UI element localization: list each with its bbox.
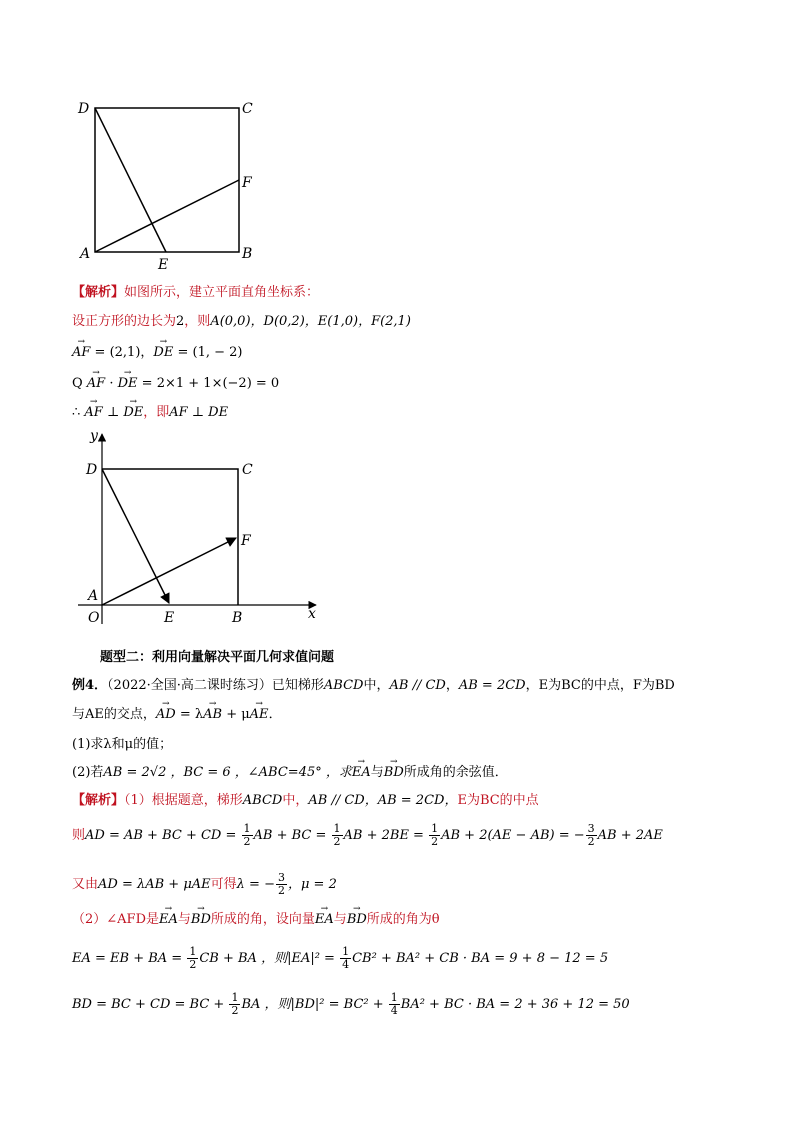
- vector-AD: → AD: [156, 706, 176, 724]
- example-abcd: ABCD: [323, 678, 364, 693]
- vector-BD: → BD: [384, 764, 404, 782]
- p5-a: EA = EB + BA =: [72, 951, 187, 966]
- label-y: y: [90, 428, 98, 444]
- vector-DE-value: = (1, − 2): [173, 345, 243, 360]
- p3-mu: ，μ = 2: [287, 877, 337, 892]
- solution2-tag: 【解析】: [72, 793, 125, 808]
- solution1-conclusion: [72, 404, 228, 422]
- label-x: x: [308, 606, 316, 622]
- since-symbol: Q: [72, 376, 87, 391]
- frac-num: 1: [431, 822, 439, 835]
- p1-abcd: ABCD: [242, 793, 283, 808]
- frac-num: 1: [390, 991, 398, 1004]
- frac-num: 1: [231, 991, 239, 1004]
- solution2-p3: [72, 872, 337, 897]
- vector-BD-2: → BD: [191, 911, 211, 929]
- frac-num: 3: [277, 871, 285, 884]
- q2-with: 与: [370, 765, 384, 780]
- q2-tail: 所成角的余弦值．: [403, 765, 508, 780]
- label-C: C: [242, 101, 253, 117]
- solution2-p5: [72, 946, 608, 971]
- example-cond1: AB // CD: [389, 678, 446, 693]
- conclusion-tail: ，即: [143, 405, 170, 420]
- p1-cond: AB // CD，AB = 2CD，: [308, 793, 458, 808]
- label-F2: F: [241, 533, 251, 549]
- segment-DE: [95, 108, 166, 252]
- example-cond2: AB = 2CD: [458, 678, 526, 693]
- vector-EA: → EA: [352, 764, 371, 782]
- square-outline: [95, 108, 239, 252]
- p2-expr-e: AB + 2AE: [597, 828, 663, 843]
- frac-den: 4: [390, 1004, 398, 1017]
- p6-b: BA ，则|BD|² = BC² +: [241, 997, 388, 1012]
- example-text4: 与AE的交点，: [72, 707, 156, 722]
- p1-mid: 中，: [282, 793, 309, 808]
- p4-tail: 所成的角为θ: [366, 912, 440, 927]
- vector-DE-3: → DE: [123, 404, 143, 422]
- figure-coordinate: [72, 428, 332, 630]
- vector-EA-3: → EA: [315, 911, 334, 929]
- solution2-p1: [72, 792, 539, 810]
- label-E2: E: [164, 610, 175, 626]
- solution2-p2: [72, 823, 663, 848]
- side-value: 2: [176, 314, 185, 329]
- segment-AF: [95, 180, 239, 252]
- example-text2: 中，: [363, 678, 390, 693]
- example-label: 例4．: [72, 678, 108, 693]
- coords: A(0,0)，D(0,2)，E(1,0)，F(2,1): [210, 314, 411, 329]
- q2-pre: (2)若: [72, 765, 104, 780]
- fraction-half-4: [187, 946, 198, 971]
- solution2-p6: [72, 992, 630, 1017]
- label-D2: D: [86, 462, 98, 478]
- p2-expr-c: AB + 2BE =: [343, 828, 429, 843]
- section-title: 题型二：利用向量解决平面几何求值问题: [100, 650, 335, 665]
- vector-AF-3: → AF: [84, 404, 102, 422]
- solution1-line1: [72, 313, 411, 331]
- p4-with-2: 与: [333, 912, 347, 927]
- frac-den: 2: [231, 1004, 239, 1017]
- frac-den: 2: [243, 835, 251, 848]
- p5-b: CB + BA ，则|EA|² =: [199, 951, 340, 966]
- vector-AB: → AB: [203, 706, 222, 724]
- example4-line2: [72, 706, 282, 724]
- p6-a: BD = BC + CD = BC +: [72, 997, 229, 1012]
- fraction-half-5: [229, 992, 240, 1017]
- frac-den: 2: [189, 958, 197, 971]
- p3-lambda: λ = −: [236, 877, 275, 892]
- question-2: [72, 764, 508, 782]
- p4-pre: （2）∠AFD是: [72, 912, 159, 927]
- frac-num: 1: [189, 945, 197, 958]
- fraction-quarter-1: [340, 946, 351, 971]
- conclusion-end: AF ⊥ DE: [169, 405, 229, 420]
- frac-den: 4: [342, 958, 350, 971]
- fraction-half-1: [242, 823, 253, 848]
- example4-line1: 例4．（2022·全国·高二课时练习）已知梯形ABCD中，AB // CD，AB = 2CD，E为BC的中点，F为BD: [72, 678, 675, 693]
- vector-AF-value: = (2,1): [90, 345, 141, 360]
- fraction-lambda: [276, 872, 287, 897]
- label-O: O: [88, 610, 100, 626]
- figure-square: [72, 95, 272, 273]
- q2-cond: AB = 2√2 ，BC = 6 ，∠ABC=45° ，求: [103, 765, 352, 780]
- side-text: 设正方形的边长为: [72, 314, 177, 329]
- label-B2: B: [232, 610, 243, 626]
- label-F: F: [242, 175, 252, 191]
- example-source: （2022·全国·高二课时练习）: [107, 678, 272, 693]
- vector-AF-arrow: [102, 538, 236, 605]
- therefore-symbol: ∴: [72, 405, 85, 420]
- eq-lambda: = λ: [175, 707, 204, 722]
- frac-num: 1: [243, 822, 251, 835]
- vector-AF: → AF: [72, 344, 90, 362]
- frac-num: 3: [587, 822, 595, 835]
- vector-AF-2: → AF: [87, 375, 105, 393]
- p3-pre: 又由: [72, 877, 99, 892]
- p1-pre: （1）根据题意，梯形: [124, 793, 243, 808]
- question-1: (1)求λ和μ的值；: [72, 737, 173, 752]
- vector-DE-2: → DE: [118, 375, 138, 393]
- label-B: B: [242, 246, 253, 262]
- solution2-p4: [72, 911, 440, 929]
- eq-mu: + μ: [222, 707, 250, 722]
- frac-num: 1: [333, 822, 341, 835]
- example-text3: E为BC的中点，F为BD: [538, 678, 675, 693]
- p5-c: CB² + BA² + CB · BA = 9 + 8 − 12 = 5: [352, 951, 609, 966]
- p1-e: E为BC的中点: [457, 793, 539, 808]
- fraction-half-3: [429, 823, 440, 848]
- label-A2: A: [88, 588, 99, 604]
- p3-eq: AD = λAB + μAE: [98, 877, 211, 892]
- solution1-dot: Q → AF · → DE = 2×1 + 1×(−2) = 0: [72, 375, 279, 393]
- solution1-intro-text: 如图所示，建立平面直角坐标系：: [124, 285, 320, 300]
- vector-AE: → AE: [250, 706, 269, 724]
- label-D: D: [78, 101, 90, 117]
- label-A: A: [80, 246, 91, 262]
- solution1-vectors: [72, 344, 242, 362]
- period: ．: [268, 707, 282, 722]
- fraction-quarter-2: [389, 992, 400, 1017]
- separator: ，: [140, 345, 154, 360]
- fraction-half-2: [332, 823, 343, 848]
- p2-expr-a: AD = AB + BC + CD =: [85, 828, 241, 843]
- frac-num: 1: [342, 945, 350, 958]
- vector-EA-2: → EA: [159, 911, 178, 929]
- p2-expr-b: AB + BC =: [253, 828, 331, 843]
- p2-pre: 则: [72, 828, 86, 843]
- dot-expression: = 2×1 + 1×(−2) = 0: [137, 376, 280, 391]
- label-C2: C: [242, 462, 253, 478]
- vector-DE-arrow: [102, 469, 169, 603]
- then-text: ，则: [184, 314, 211, 329]
- vector-DE: → DE: [153, 344, 173, 362]
- solution1-intro: [72, 284, 319, 302]
- p2-expr-d: AB + 2(AE − AB) = −: [441, 828, 585, 843]
- p4-with: 与: [177, 912, 191, 927]
- vector-BD-3: → BD: [347, 911, 367, 929]
- frac-den: 2: [587, 835, 595, 848]
- p6-c: BA² + BC · BA = 2 + 36 + 12 = 50: [400, 997, 630, 1012]
- frac-den: 2: [277, 884, 285, 897]
- example-text1: 已知梯形: [271, 678, 324, 693]
- label-E: E: [158, 257, 169, 273]
- frac-den: 2: [431, 835, 439, 848]
- p4-mid: 所成的角，设向量: [210, 912, 315, 927]
- p3-mid: 可得: [210, 877, 237, 892]
- square-sides: [102, 469, 238, 605]
- fraction-three-halves: [586, 823, 597, 848]
- perp-symbol: ⊥: [102, 405, 124, 420]
- frac-den: 2: [333, 835, 341, 848]
- solution-tag: 【解析】: [72, 285, 125, 300]
